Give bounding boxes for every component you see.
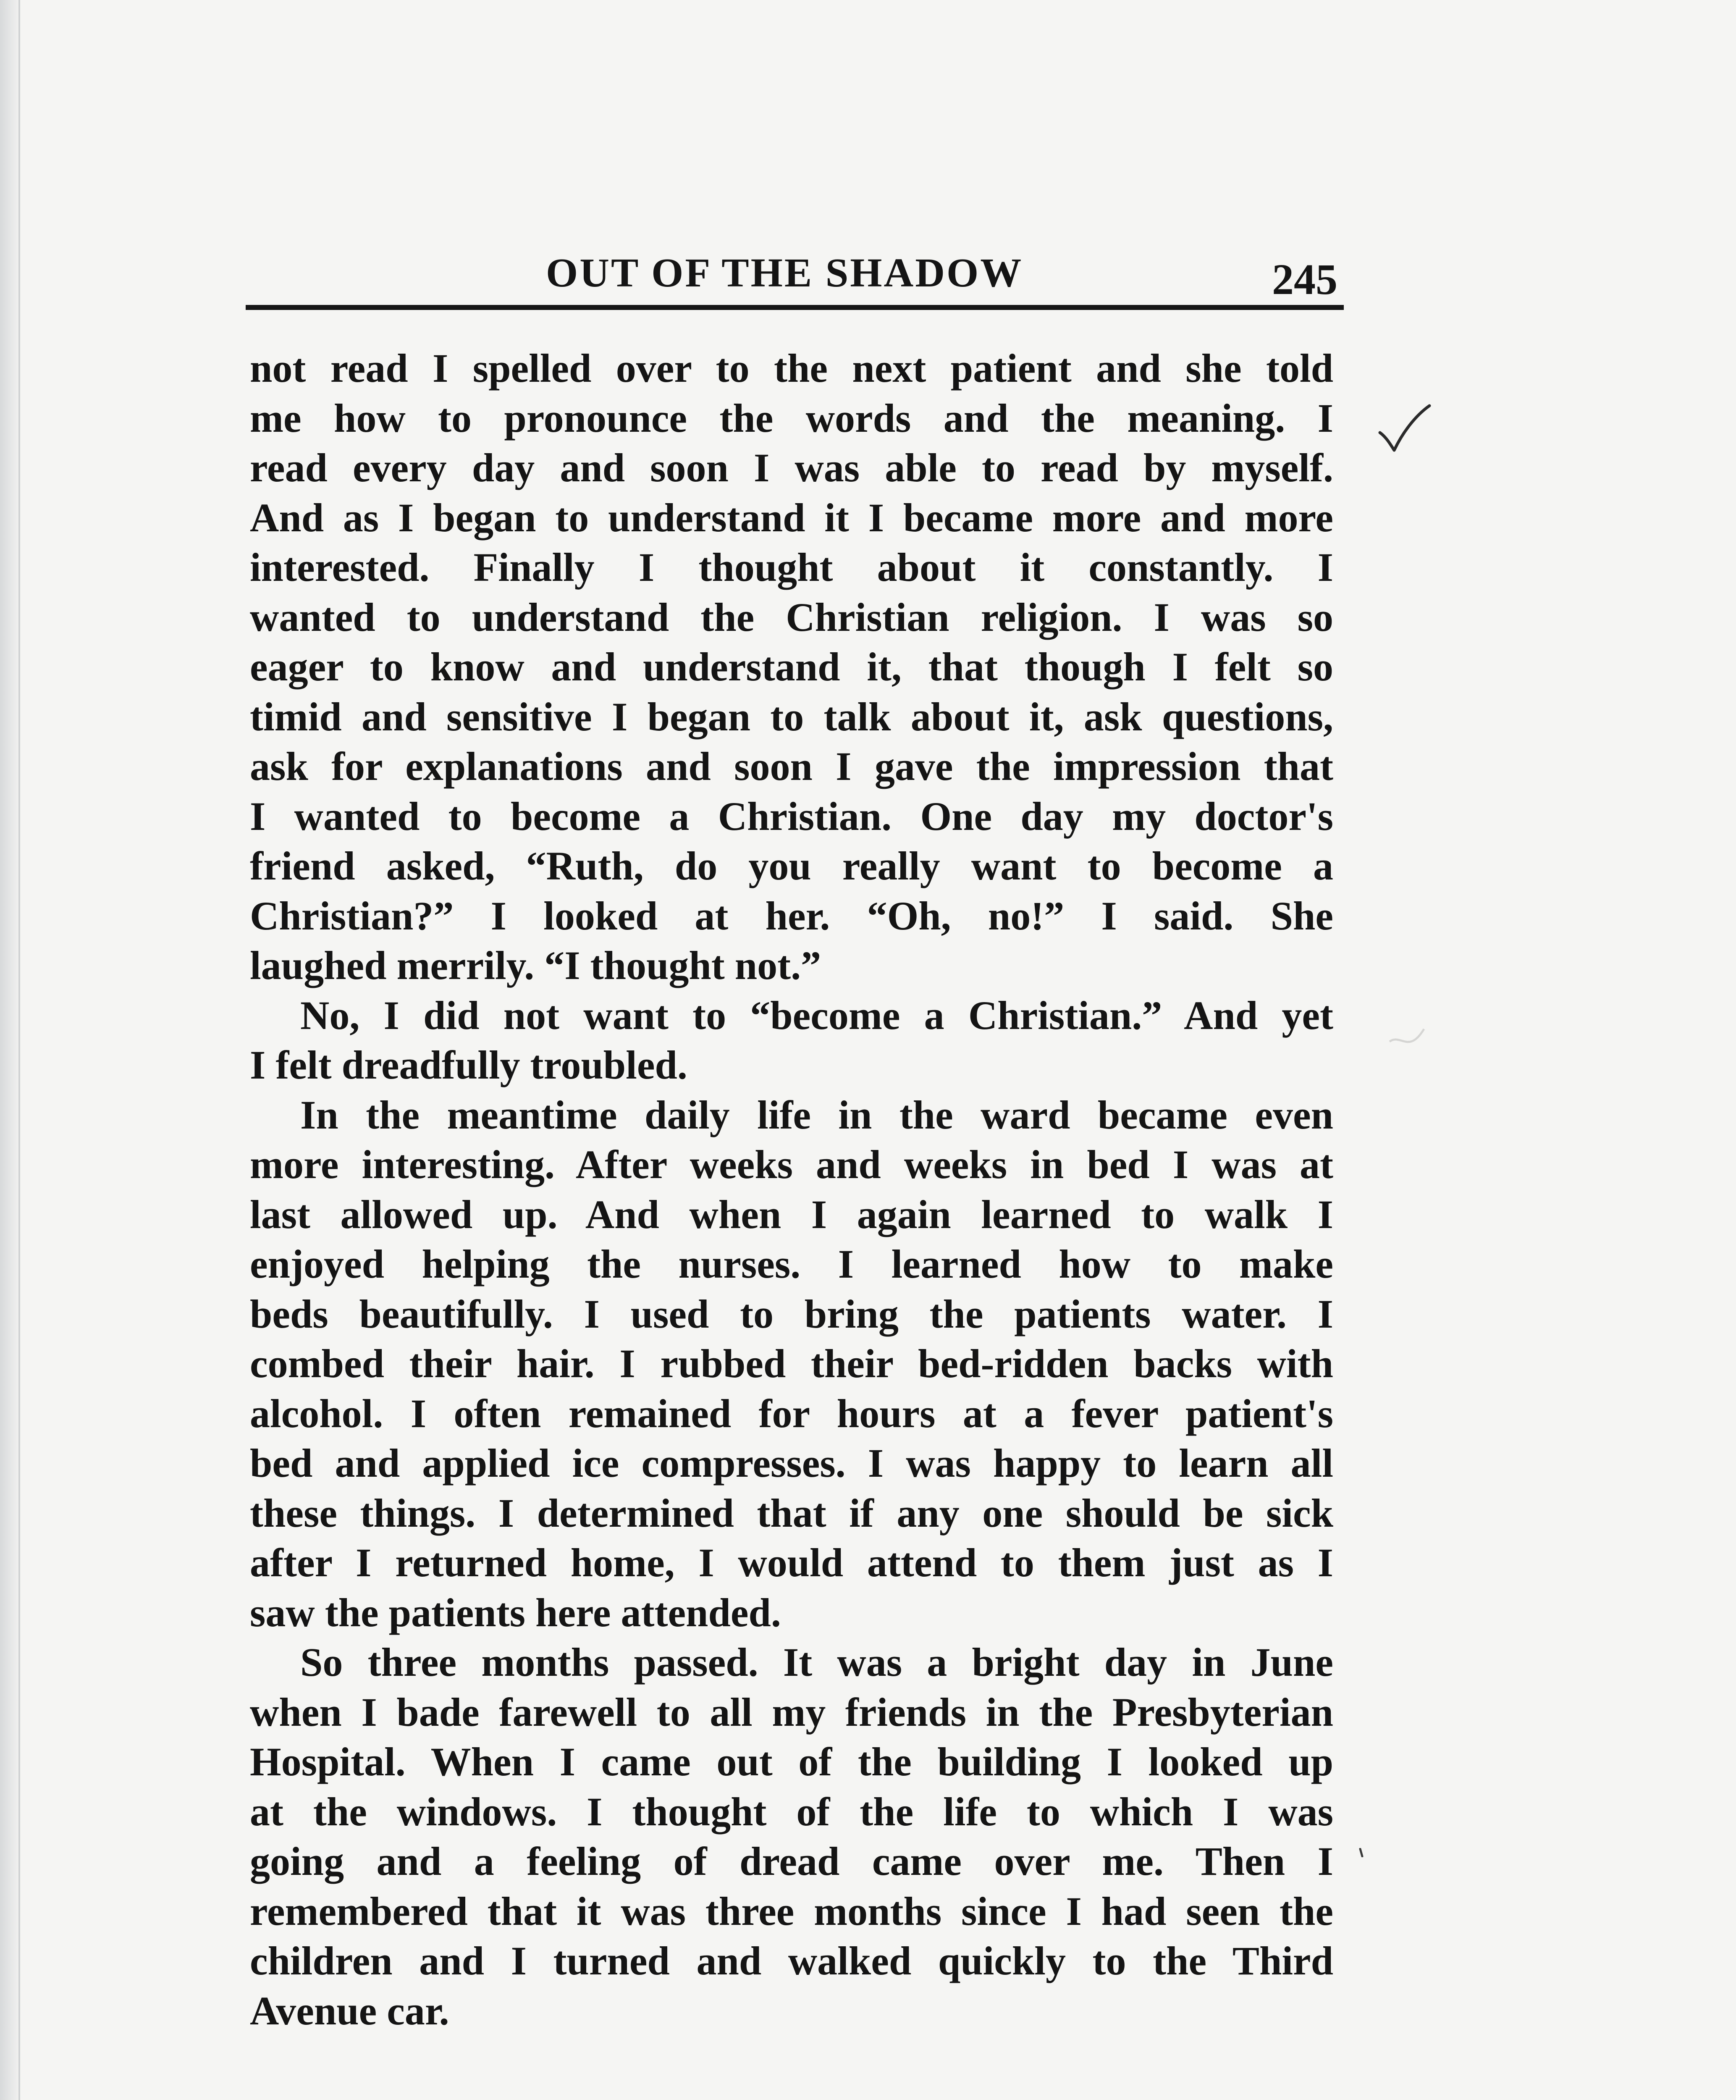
text-line: remembered that it was three months since I had seen the (250, 1888, 1333, 1934)
text-line: beds beautifully. I used to bring the patients water. I (250, 1291, 1333, 1336)
page-number: 245 (1272, 255, 1337, 304)
pencil-mark-icon (1358, 1848, 1364, 1857)
handwritten-checkmark-icon (1377, 403, 1432, 454)
book-spine-edge (0, 0, 18, 2100)
text-line: alcohol. I often remained for hours at a fever patient's (250, 1391, 1333, 1436)
text-line: No, I did not want to “become a Christian.” And yet (300, 992, 1333, 1038)
text-line: So three months passed. It was a bright day in June (300, 1640, 1333, 1685)
text-line: me how to pronounce the words and the meaning. I (250, 395, 1333, 441)
running-head: OUT OF THE SHADOW (546, 250, 1023, 296)
text-line: after I returned home, I would attend to them just as I (250, 1540, 1333, 1585)
text-line: enjoyed helping the nurses. I learned how to make (250, 1242, 1333, 1286)
text-line: bed and applied ice compresses. I was happy to learn all (250, 1441, 1333, 1486)
text-line: last allowed up. And when I again learned to walk I (250, 1192, 1333, 1237)
text-line: Avenue car. (250, 1988, 449, 2033)
text-line: And as I began to understand it I became more and more (250, 495, 1333, 540)
text-line: Christian?” I looked at her. “Oh, no!” I said. She (250, 893, 1333, 938)
text-line: children and I turned and walked quickly to the Third (250, 1938, 1333, 1983)
text-line: saw the patients here attended. (250, 1590, 781, 1635)
text-line: laughed merrily. “I thought not.” (250, 943, 821, 988)
text-line: read every day and soon I was able to read by myself. (250, 445, 1333, 490)
text-line: not read I spelled over to the next patient and she told (250, 346, 1333, 391)
body-text (250, 344, 1333, 2036)
text-line: eager to know and understand it, that though I felt so (250, 644, 1333, 689)
text-line: In the meantime daily life in the ward became even (300, 1092, 1333, 1137)
text-line: wanted to understand the Christian religion. I was so (250, 594, 1333, 640)
text-line: combed their hair. I rubbed their bed-ridden backs with (250, 1341, 1333, 1386)
header-rule (246, 305, 1344, 310)
text-line: ask for explanations and soon I gave the impression that (250, 744, 1333, 789)
text-line: friend asked, “Ruth, do you really want to become a (250, 843, 1333, 888)
faint-show-through-mark-icon (1388, 1025, 1426, 1058)
text-line: going and a feeling of dread came over me. Then I (250, 1839, 1333, 1884)
text-line: more interesting. After weeks and weeks in bed I was at (250, 1142, 1333, 1187)
text-line: these things. I determined that if any one should be sick (250, 1490, 1333, 1536)
text-line: at the windows. I thought of the life to which I was (250, 1789, 1333, 1834)
page-header (246, 248, 1337, 307)
text-line: interested. Finally I thought about it constantly. I (250, 545, 1333, 590)
text-line: I wanted to become a Christian. One day my doctor's (250, 793, 1333, 839)
text-line: Hospital. When I came out of the building I looked up (250, 1739, 1333, 1784)
text-line: when I bade farewell to all my friends in the Presbyterian (250, 1689, 1333, 1735)
text-line: I felt dreadfully troubled. (250, 1042, 687, 1087)
text-line: timid and sensitive I began to talk about it, ask questions, (250, 694, 1333, 739)
